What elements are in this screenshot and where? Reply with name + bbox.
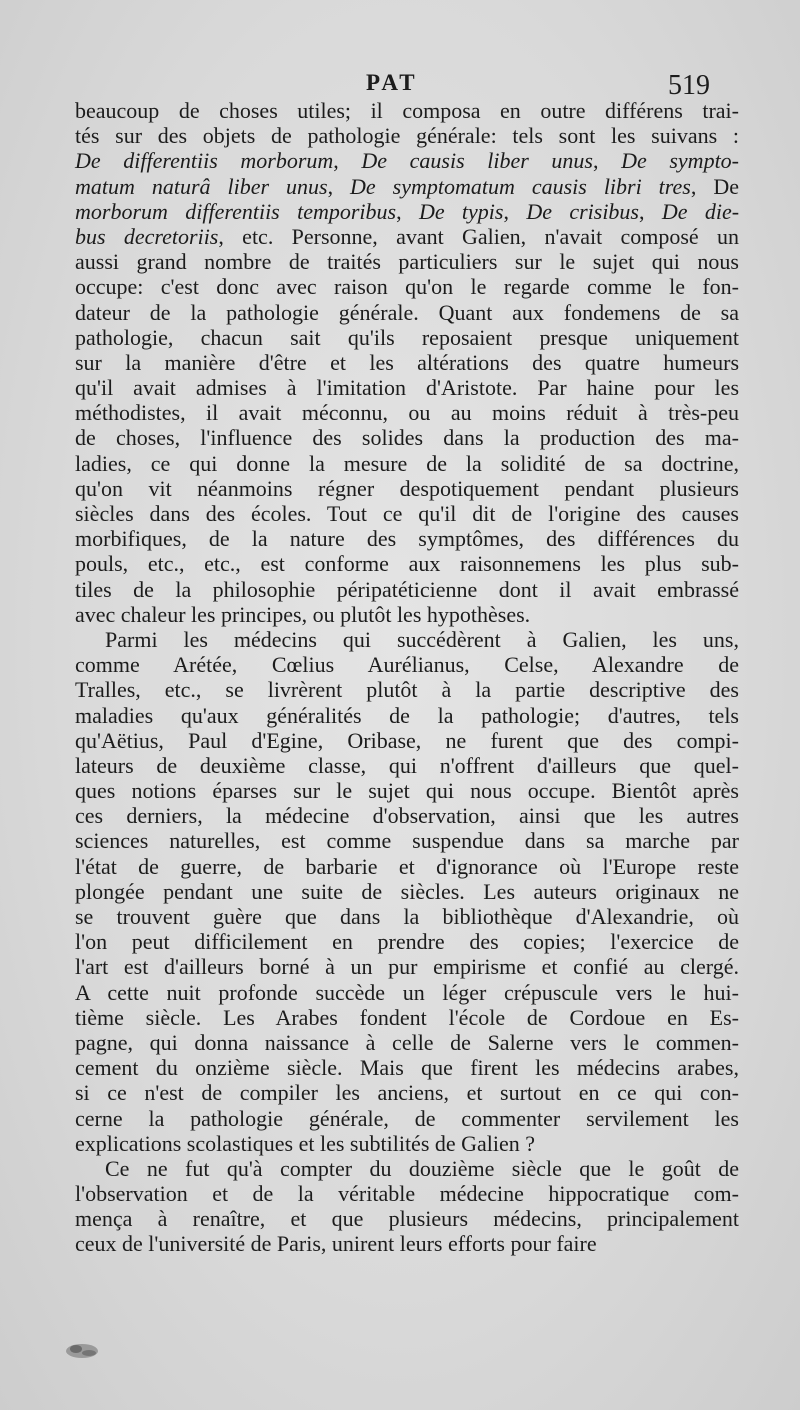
text-line: l'état de guerre, de barbarie et d'ignorance où l'Europe reste bbox=[75, 853, 739, 879]
text-line: ladies, ce qui donne la mesure de la solidité de sa doctrine, bbox=[75, 450, 739, 476]
text-line: sur la manière d'être et les altérations des quatre humeurs bbox=[75, 349, 739, 375]
text-line: qu'Aëtius, Paul d'Egine, Oribase, ne furent que des compi- bbox=[75, 727, 739, 753]
running-title: PAT bbox=[366, 70, 418, 95]
text-line: ceux de l'université de Paris, unirent leurs efforts pour faire bbox=[75, 1231, 597, 1257]
text-line: ques notions éparses sur le sujet qui nous occupe. Bientôt après bbox=[75, 778, 739, 804]
paragraph bbox=[75, 98, 739, 627]
paragraph bbox=[75, 1156, 739, 1257]
text-line: avec chaleur les principes, ou plutôt les hypothèses. bbox=[75, 601, 531, 627]
text-line: beaucoup de choses utiles; il composa en outre différens trai- bbox=[75, 98, 739, 123]
text-line: dateur de la pathologie générale. Quant aux fondemens de sa bbox=[75, 299, 739, 325]
text-line: morborum differentiis temporibus, De typis, De crisibus, De die- bbox=[75, 198, 740, 224]
text-line: tés sur des objets de pathologie générale: tels sont les suivans : bbox=[75, 123, 739, 149]
paragraph bbox=[75, 627, 739, 1156]
text-line: qu'on vit néanmoins régner despotiquement pendant plusieurs bbox=[75, 475, 739, 501]
text-line: de choses, l'influence des solides dans la production des ma- bbox=[75, 425, 739, 451]
text-line: matum naturâ liber unus, De symptomatum causis libri tres, De bbox=[75, 173, 739, 199]
page-number: 519 bbox=[668, 70, 710, 101]
text-line: Parmi les médecins qui succédèrent à Galien, les uns, bbox=[105, 626, 739, 652]
text-line: aussi grand nombre de traités particuliers sur le sujet qui nous bbox=[75, 249, 739, 275]
text-line: méthodistes, il avait méconnu, ou au moins réduit à très-peu bbox=[75, 400, 739, 426]
text-line: pagne, qui donna naissance à celle de Salerne vers le commen- bbox=[75, 1029, 739, 1055]
text-line: se trouvent guère que dans la bibliothèque d'Alexandrie, où bbox=[75, 904, 739, 929]
text-line: sciences naturelles, est comme suspendue dans sa marche par bbox=[75, 828, 739, 854]
text-line: siècles dans des écoles. Tout ce qu'il dit de l'origine des causes bbox=[75, 501, 739, 526]
text-line: explications scolastiques et les subtilités de Galien ? bbox=[75, 1130, 536, 1156]
ink-smudge bbox=[62, 1340, 102, 1362]
running-head bbox=[0, 70, 800, 100]
text-line: lateurs de deuxième classe, qui n'offrent d'ailleurs que quel- bbox=[75, 752, 739, 778]
text-line: bus decretoriis, etc. Personne, avant Galien, n'avait composé un bbox=[75, 223, 740, 249]
text-line: mença à renaître, et que plusieurs médecins, principalement bbox=[75, 1206, 739, 1232]
text-line: plongée pendant une suite de siècles. Les auteurs originaux ne bbox=[75, 878, 739, 904]
text-line: l'art est d'ailleurs borné à un pur empirisme et confié au clergé. bbox=[75, 954, 739, 980]
text-line: l'on peut difficilement en prendre des copies; l'exercice de bbox=[75, 929, 739, 955]
text-line: occupe: c'est donc avec raison qu'on le regarde comme le fon- bbox=[75, 274, 739, 300]
text-line: morbifiques, de la nature des symptômes, des différences du bbox=[75, 526, 739, 552]
text-line: l'observation et de la véritable médecine hippocratique com- bbox=[75, 1181, 739, 1207]
text-line: tiles de la philosophie péripatéticienne dont il avait embrassé bbox=[75, 576, 739, 602]
text-line: Tralles, etc., se livrèrent plutôt à la partie descriptive des bbox=[75, 677, 739, 703]
text-line: si ce n'est de compiler les anciens, et surtout en ce qui con- bbox=[75, 1080, 739, 1106]
text-line: A cette nuit profonde succède un léger crépuscule vers le hui- bbox=[75, 979, 739, 1005]
body-text bbox=[75, 98, 739, 1257]
text-line: maladies qu'aux généralités de la pathologie; d'autres, tels bbox=[75, 702, 739, 728]
text-line: comme Arétée, Cœlius Aurélianus, Celse, Alexandre de bbox=[75, 652, 739, 678]
text-line: cement du onzième siècle. Mais que firent les médecins arabes, bbox=[75, 1055, 739, 1081]
text-line: De differentiis morborum, De causis liber unus, De sympto- bbox=[75, 148, 740, 174]
text-line: pouls, etc., etc., est conforme aux raisonnemens les plus sub- bbox=[75, 551, 739, 577]
text-line: cerne la pathologie générale, de commenter servilement les bbox=[75, 1105, 739, 1131]
text-line: qu'il avait admises à l'imitation d'Aristote. Par haine pour les bbox=[75, 375, 739, 401]
text-line: ces derniers, la médecine d'observation, ainsi que les autres bbox=[75, 803, 739, 829]
text-line: tième siècle. Les Arabes fondent l'école de Cordoue en Es- bbox=[75, 1004, 739, 1030]
text-line: Ce ne fut qu'à compter du douzième siècle que le goût de bbox=[105, 1155, 739, 1181]
text-line: pathologie, chacun sait qu'ils reposaient presque uniquement bbox=[75, 324, 739, 350]
